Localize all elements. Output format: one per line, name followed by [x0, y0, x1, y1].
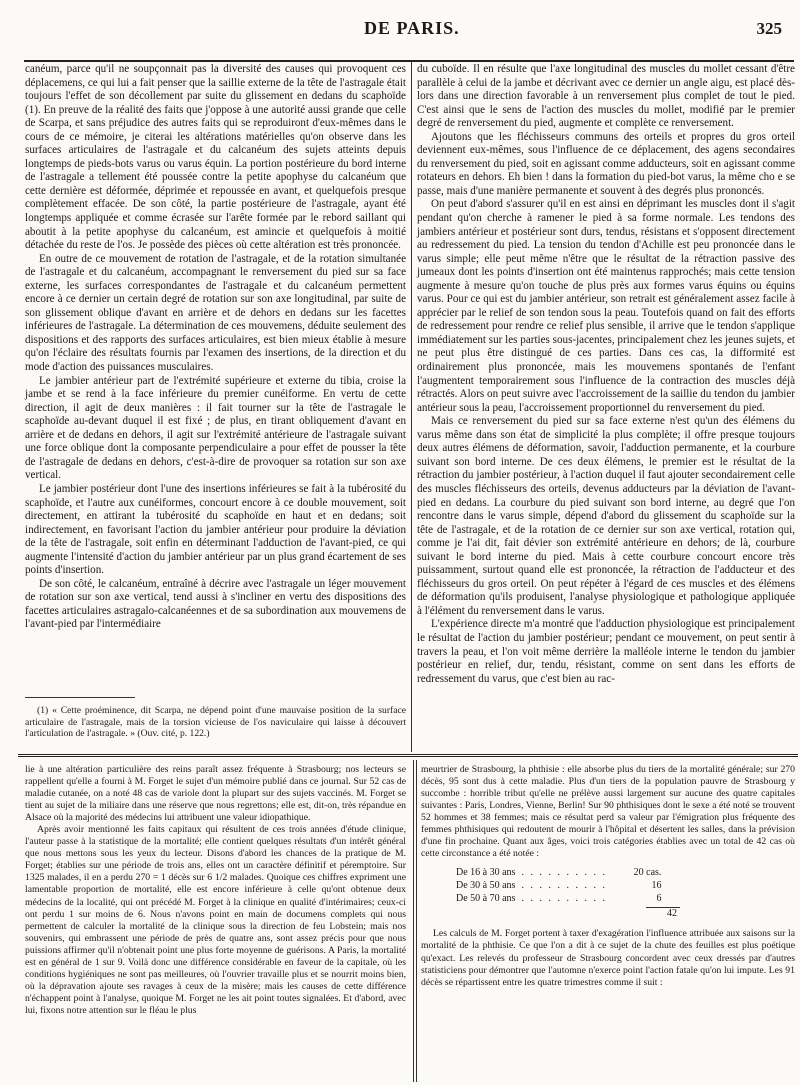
leader-dots: . . . . . . . . . .: [521, 867, 607, 879]
running-title: DE PARIS.: [364, 18, 460, 38]
paragraph: Le jambier postérieur dont l'une des insertions inférieures se fait à la tubérosité du scaphoïde, et l'autre aux cunéiformes, concourt encore à ce double mouvement, soit directement, en attirant la tubérosité du scaphoïde en haut et en dedans; soit indirectement, en favorisant l'action du jambier antérieur pour produire la déviation de la tête de l'astragale, soit enfin en déterminant l'adduction de l'avant-pied, ce qui augmente l'intensité d'action du jambier antérieur par un plus grand écartement de ses points d'insertion.: [25, 482, 406, 577]
age-label: De 30 à 50 ans: [456, 880, 516, 892]
paragraph: De son côté, le calcanéum, entraîné à décrire avec l'astragale un léger mouvement de rotation sur son axe vertical, tend aussi à s'incliner en vertu des dispositions des facettes articulaires astragalo-calcanéennes et de sa subordination aux mouvemens de l'avant-pied par l'intermédiaire: [25, 577, 406, 631]
paragraph: Ajoutons que les fléchisseurs communs des orteils et propres du gros orteil deviennent eux-mêmes, sous l'influence de ce déplacement, des agens secondaires du renversement du pied, soit en agissant comme adducteurs, soit en agissant comme rotateurs en dehors. Eh bien ! dans la formation du pied-bot varus, la même cho e se passe, mais d'une manière permanente et souvent à des degrés plus prononcés.: [417, 130, 795, 197]
table-row: [453, 866, 664, 879]
leader-dots: . . . . . . . . . .: [521, 893, 607, 905]
paragraph: On peut d'abord s'assurer qu'il en est ainsi en déprimant les muscles dont il s'agit pendant qu'on cherche à ramener le pied à sa forme normale. Les tendons des jambiers antérieur et postérieur sont durs, tendus, résistans et s'opposent directement au redressement du pied. La tension du tendon d'Achille est peu prononcée dans le varus simple; elle peut même n'être que le résultat de la rétraction passive des jumeaux dont les points d'insertion ont été maintenus rapprochés; mais cette tension augmente à mesure qu'on touche de plus près aux formes varus équins ou équins varus. Pour ce qui est du jambier antérieur, son retrait est généralement assez facile à apprécier par le relief de son tendon sous la peau. Toutefois quand on fait des efforts de redressement pour rendre ce relief plus sensible, il arrive que le tendon s'applique immédiatement sur les parties sous-jacentes, principalement chez les jeunes sujets, et ne peut plus être distingué de ces parties. Dans ces cas, la difformité est ordinairement plus prononcée, mais les mouvemens spontanés de l'enfant l'augmentent temporairement sous l'influence de la contraction des muscles déjà rétractés. Alors on peut suivre avec l'accroissement de la saillie du tendon du jambier antérieur sous la peau, l'accroissement proportionnel du renversement du pied.: [417, 198, 795, 414]
leader-dots: . . . . . . . . . .: [521, 880, 607, 892]
table-row: [453, 879, 664, 892]
paragraph: Le jambier antérieur part de l'extrémité supérieure et externe du tibia, croise la jambe et se rend à la face inférieure du premier cunéiforme. En vertu de cette direction, il agit de deux manières : il fait tourner sur la tête de l'astragale le scaphoïde au-devant duquel il est fixé ; de plus, en tirant obliquement d'avant en arrière et de dedans en dehors, il agit sur l'extrémité antérieure de l'astragale suivant une force oblique dont la composante perpendiculaire a pour effet de pousser la tête de l'astragale de dedans en dehors, c'est-à-dire de provoquer sa rotation sur son axe vertical.: [25, 374, 406, 482]
paragraph: Les calculs de M. Forget portent à taxer d'exagération l'influence attribuée aux saisons sur la mortalité de la phthisie. Ce que l'on a dit à ce sujet de la chute des feuilles est plus poétique qu'exact. Les relevés du professeur de Strasbourg concordent avec ceux dressés par d'autres statisticiens pour démontrer que l'automne n'exerce point l'action fatale qu'on lui impute. Les 91 décès se répartissent entre les quatre trimestres comme il suit :: [421, 928, 795, 988]
paragraph: En outre de ce mouvement de rotation de l'astragale, et de la rotation simultanée de l'astragale et du calcanéum, accompagnant le renversement du pied sur sa face externe, les surfaces correspondantes de l'astragale et du calcanéum permettent encore à ce dernier un certain degré de rotation sur son axe longitudinal, par suite de son glissement oblique d'avant en arrière et de dehors en dedans sur les facettes inférieures de l'astragale. La détermination de ces mouvemens, déduite seulement des dispositions et des rapports des surfaces articulaires, est bien mieux établie à mesure qu'on l'éclaire des résultats fournis par l'examen des insertions, de la direction et du mode d'action des puissances musculaires.: [25, 252, 406, 374]
table-row: [453, 892, 664, 905]
feuilleton-left-column: [25, 764, 406, 1017]
feuilleton-right-column: [421, 764, 795, 989]
age-label: De 16 à 30 ans: [456, 867, 516, 879]
paragraph: canéum, parce qu'il ne soupçonnait pas la diversité des causes qui provoquent ces déplacemens, ce qui lui a fait penser que la saillie externe de la tête de l'astragale était toujours l'effet de son décollement par suite du glissement en dedans du scaphoïde (1). En preuve de la réalité des faits que j'oppose à une autorité aussi grande que celle de Scarpa, et sans préjudice des autres faits qui se reproduiront d'eux-mêmes dans le cours de ce mémoire, je citerai les altérations matérielles qu'on observe dans les surfaces articulaires de l'astragale et du calcanéum des sujets atteints depuis longtemps de pieds-bots varus ou varus équin. La portion postérieure du bord interne de l'astragale a tellement été poussée contre la petite apophyse du calcanéum que cette dernière est déformée, déprimée et repoussée en avant, et quelquefois presque complètement effacée. De son côté, la partie postérieure de l'astragale, ayant été longtemps appliquée et comme écrasée sur l'arête formée par le rebord saillant qui aboutit à la petite apophyse du calcanéum, est amincie et quelquefois à moitié détachée du reste de l'os. Je possède des pièces où cette altération est très prononcée.: [25, 63, 406, 252]
paragraph: Après avoir mentionné les faits capitaux qui résultent de ces trois années d'étude clinique, l'auteur passe à la statistique de la mortalité; elle contient quelques résultats d'un intérêt général que nous mettons sous les yeux du lecteur. Disons d'abord les chances de la pratique de M. Forget; établies sur une période de trois ans, elles ont un caractère définitif et péremptoire. Sur 1325 malades, il en a perdu 270 = 1 décès sur 6 1/2 malades. Quoique ces chiffres expriment une lamentable proportion de mortalité, elle est encore inférieure à celle qu'ont obtenue deux médecins de la localité, qui ont précédé M. Forget à la clinique en qualité d'intérimaires; ceux-ci ont perdu 1 sur moins de 6. Nous n'avons point en main de documens complets qui nous permettent de calculer la mortalité de la clinique sous la direction de feu Lobstein; mais nos souvenirs, qui embrassent une période de près de quatre ans, sont assez précis pour que nous puissions affirmer qu'il n'obtenait point une plus forte moyenne de guérisons. A Paris, la mortalité est en général de 1 sur 9. Voilà donc une différence considérable en faveur de la capitale, où les conditions hygiéniques ne sont pas meilleures, où l'ouvrier travaille plus et se nourrit moins bien, où la dépravation ajoute ses ravages à ceux de la misère; mais les causes de cette différence n'échappent point à l'analyse, quoique M. Forget ne les ait point toutes signalées. Et d'abord, avec lui, fixons notre attention sur le fléau le plus: [25, 824, 406, 1016]
age-value: 16: [651, 880, 662, 892]
feuilleton-rule: [18, 754, 798, 757]
age-table: [453, 866, 664, 905]
footnote: [25, 705, 406, 740]
paragraph: lie à une altération particulière des reins paraît assez fréquente à Strasbourg; nos lecteurs se rappellent qu'elle a fourni à M. Forget le sujet d'un mémoire publié dans ce journal. Sur 52 cas de maladie cutanée, on a noté 48 cas de variole dont la plupart sur des sujets vaccinés. M. Forget se tient au sujet de la miliaire dans une réserve que nous regrettons; elle est, dit-on, très répandue en Alsace où la majorité des médecins lui attribuent une valeur idiopathique.: [25, 764, 406, 824]
age-value: 20 cas.: [633, 867, 662, 879]
paragraph: du cuboïde. Il en résulte que l'axe longitudinal des muscles du mollet cessant d'être parallèle à celui de la jambe et décrivant avec ce dernier un angle aigu, est placé dès-lors dans une direction favorable à un renversement plus complet de tout le pied. C'est ainsi que le sens de l'action des muscles du mollet, modifié par le premier degré de renversement du pied, augmente et complète ce renversement.: [417, 63, 795, 130]
right-column: [417, 63, 795, 686]
footnote-text: (1) « Cette proéminence, dit Scarpa, ne dépend point d'une mauvaise position de la surface articulaire de l'astragale, mais de la torsion vicieuse de l'os naviculaire qui laisse à découvert l'articulation de l'astragale. » (Ouv. cité, p. 122.): [25, 705, 406, 740]
age-total: 42: [646, 907, 680, 920]
age-value: 6: [656, 893, 662, 905]
paragraph: meurtrier de Strasbourg, la phthisie : elle absorbe plus du tiers de la mortalité générale; sur 270 décès, 95 sont dus à cette maladie. Plus d'un tiers de la population pauvre de Strasbourg y succombe : horrible tribut qu'elle ne prélève aussi largement sur aucune des quatre capitales suivantes : Paris, Londres, Vienne, Berlin! Sur 90 phthisiques dont le sexe a été noté se trouvent 52 hommes et 38 femmes; mais ce résultat perd sa valeur par l'émigration plus fréquente des femmes phthisiques qui redoutent de mourir à l'hôpital et désertent les salles, dans la prévision d'une fin prochaine. Quant aux âges, voici trois catégories établies avec un total de 42 cas où cette circonstance a été notée :: [421, 764, 795, 860]
left-column: [25, 63, 406, 632]
footnote-rule: [25, 697, 135, 698]
column-divider: [411, 62, 412, 752]
paragraph: Mais ce renversement du pied sur sa face externe n'est qu'un des élémens du varus même dans son état de simplicité la plus complète; il offre presque toujours deux autres élémens de déformation, savoir, l'adduction permanente, et la courbure suivant son bord interne. De ces deux élémens, le premier est le résultat de la rétraction du jambier postérieur, à l'action duquel il faut ajouter secondairement celle des muscles fléchisseurs des orteils, devenus adducteurs par la déviation de l'avant-pied en dedans. La courbure du pied suivant son bord interne, au degré que l'on rencontre dans le varus simple, dépend d'abord du glissement du scaphoïde sur la tête de l'astragale, et de la rotation de ce dernier sur son axe vertical, rotation qui, comme je l'ai dit, fait dévier son extrémité antérieure en dehors; de là, courbure suivant le bord interne du pied. Mais à cette courbure concourt encore très puissamment, surtout quand elle est prononcée, la rétraction de l'adducteur et des fléchisseurs du gros orteil. On peut répéter à l'égard de ces muscles et des élémens de déformation qu'ils produisent, l'analyse physiologique et pathologique appliquée à l'élément du renversement dans le varus.: [417, 415, 795, 617]
feuilleton-column-divider: [413, 760, 417, 1082]
header-rule: [24, 60, 794, 62]
age-label: De 50 à 70 ans: [456, 893, 516, 905]
paragraph: L'expérience directe m'a montré que l'adduction physiologique est principalement le résultat de l'action du jambier postérieur; pendant ce mouvement, on peut sentir à travers la peau, et l'on voit même derrière la malléole interne le tendon du jambier postérieur en relief, dur, tendu, résistant, comme on sent dans les efforts de redressement du varus, que c'est bien au rac-: [417, 618, 795, 685]
page-number: 325: [756, 19, 782, 38]
running-head: [24, 18, 788, 44]
